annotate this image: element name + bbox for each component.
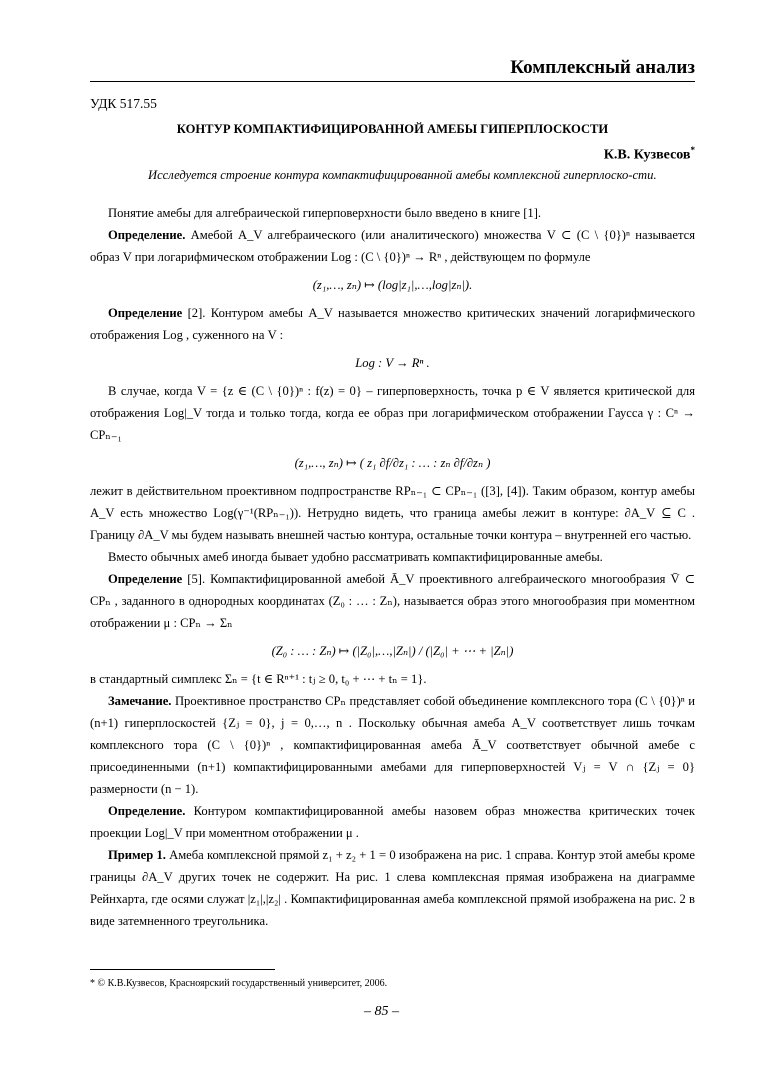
udk-code: УДК 517.55	[90, 96, 157, 111]
definition-lead: Определение	[108, 572, 183, 586]
article-title: КОНТУР КОМПАКТИФИЦИРОВАННОЙ АМЕБЫ ГИПЕРПЛОСКОСТИ	[176, 122, 609, 136]
formula: (Z₀ : … : Zₙ) ↦ (|Z₀|,…,|Zₙ|) / (|Z₀| + ⋯ + |Zₙ|)	[271, 644, 514, 658]
page-number: – 85 –	[364, 1004, 399, 1019]
paragraph: Вместо обычных амеб иногда бывает удобно рассматривать компактифицированные амебы.	[108, 550, 603, 564]
paragraph	[90, 690, 695, 800]
paragraph-text: Контуром компактифицированной амебы назовем образ множества критических точек проекции Log|_V при моментном отображении μ .	[90, 804, 695, 840]
article-body	[90, 202, 695, 932]
author-name: К.В. Кузвесов	[603, 147, 691, 163]
abstract: Исследуется строение контура компактифицированной амебы комплексной гиперплоско-сти.	[148, 168, 657, 182]
paragraph	[90, 224, 695, 268]
paragraph	[90, 302, 695, 346]
formula: (z₁,…, zₙ) ↦ ( z₁ ∂f/∂z₁ : … : zₙ ∂f/∂zₙ )	[294, 456, 491, 470]
journal-header	[90, 54, 695, 82]
paragraph	[90, 844, 695, 932]
paragraph-text: [2]. Контуром амебы A_V называется множество критических значений логарифмического отображения Log , суженного на V :	[90, 306, 695, 342]
paragraph	[90, 800, 695, 844]
formula: Log : V → Rⁿ .	[355, 356, 430, 370]
author-footnote-mark: *	[690, 145, 695, 155]
definition-lead: Определение.	[108, 228, 186, 242]
definition-lead: Определение	[108, 306, 183, 320]
paragraph-text: Амебой A_V алгебраического (или аналитического) множества V ⊂ (C \ {0})ⁿ называется образ V при логарифмическом отображении Log : (C \ {0})ⁿ → Rⁿ , действующем по формуле	[90, 228, 695, 264]
remark-lead: Замечание.	[108, 694, 172, 708]
section-title: Комплексный анализ	[510, 57, 695, 78]
footnote-divider	[90, 969, 275, 970]
footnote: * © К.В.Кузвесов, Красноярский государственный университет, 2006.	[90, 978, 388, 989]
paragraph: В случае, когда V = {z ∈ (C \ {0})ⁿ : f(z) = 0} – гиперповерхность, точка p ∈ V является критической для отображения Log|_V тогда и только тогда, когда ее образ при логарифмическом отображении Гаусса γ : Cⁿ → CPₙ₋₁	[90, 384, 695, 442]
paragraph: в стандартный симплекс Σₙ = {t ∈ Rⁿ⁺¹ : tⱼ ≥ 0, t₀ + ⋯ + tₙ = 1}.	[90, 672, 427, 686]
paragraph-text: Проективное пространство CPₙ представляет собой объединение комплексного тора (C \ {0})ⁿ и (n+1) гиперплоскостей {Zⱼ = 0}, j = 0,…, n . Поскольку обычная амеба A_V соответствует лишь точкам комплексного тора (C \ {0})ⁿ , компактифицированная амеба Ā_V соответствует обычной амебе с присоединенными (n+1) компактифицированными амебами для гиперповерхностей Vⱼ = V ∩ {Zⱼ = 0} размерности (n − 1).	[90, 694, 695, 796]
example-lead: Пример 1.	[108, 848, 166, 862]
definition-lead: Определение.	[108, 804, 186, 818]
paragraph-text: Амеба комплексной прямой z₁ + z₂ + 1 = 0 изображена на рис. 1 справа. Контур этой амебы кроме границы ∂A_V других точек не содержит. На рис. 1 слева комплексная прямая изображена на диаграмме Рейнхарта, где осями служат |z₁|,|z₂| . Компактифицированная амеба комплексной прямой изображена на рис. 2 в виде затемненного треугольника.	[90, 848, 695, 928]
paragraph: лежит в действительном проективном подпространстве RPₙ₋₁ ⊂ CPₙ₋₁ ([3], [4]). Таким образом, контур амебы A_V есть множество Log(γ⁻¹(RPₙ₋₁)). Нетрудно видеть, что граница амебы лежит в контуре: ∂A_V ⊆ C . Границу ∂A_V мы будем называть внешней частью контура, остальные точки контура – внутренней его частью.	[90, 484, 695, 542]
formula: (z₁,…, zₙ) ↦ (log|z₁|,…,log|zₙ|).	[312, 278, 473, 292]
author	[604, 144, 695, 166]
paragraph	[90, 568, 695, 634]
paragraph: Понятие амебы для алгебраической гиперповерхности было введено в книге [1].	[108, 206, 542, 220]
paragraph-text: [5]. Компактифицированной амебой Ā_V проективного алгебраического многообразия V̄ ⊂ CPₙ , заданного в однородных координатах (Z₀ : … : Zₙ), называется образ этого многообразия при моментном отображении μ : CPₙ → Σₙ	[90, 572, 695, 630]
